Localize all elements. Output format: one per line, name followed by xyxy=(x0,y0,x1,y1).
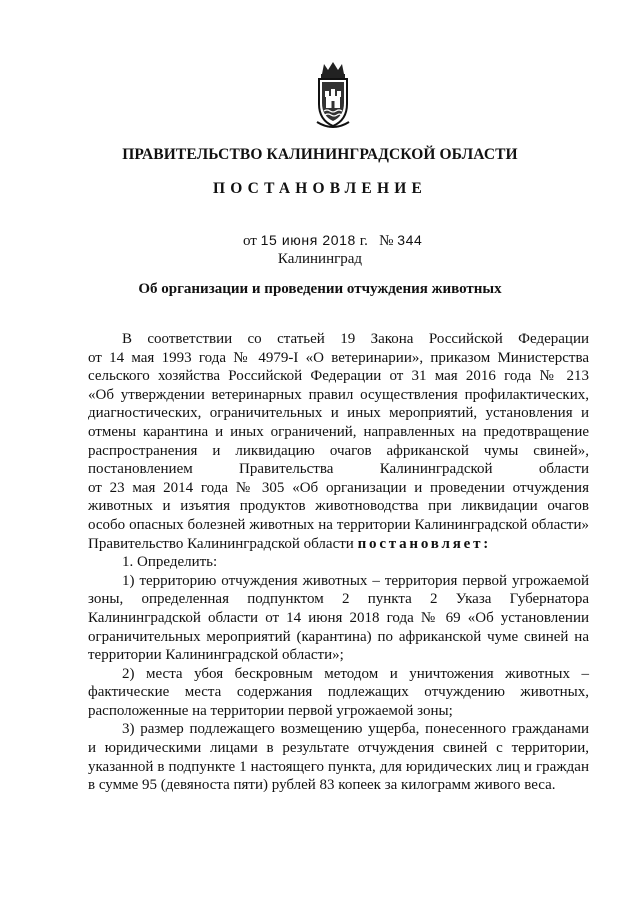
text-line: «Об утверждении ветеринарных правил осуществления профилактических, xyxy=(88,386,589,403)
date-line xyxy=(243,232,422,250)
text-line: в сумме 95 (девяноста пяти) рублей 83 копеек за килограмм живого веса. xyxy=(88,777,556,794)
text-line: животных и изъятия продуктов животноводства при ликвидации очагов xyxy=(88,498,589,515)
document-type-heading: ПОСТАНОВЛЕНИЕ xyxy=(212,180,428,197)
text-line xyxy=(88,535,589,554)
text-line: расположенные на территории первой угрожаемой зоны; xyxy=(88,702,453,719)
text-line: фактические места содержания подлежащих отчуждению животных, xyxy=(88,684,589,701)
text-line: распространения и ликвидацию очагов африканской чумы свиней», xyxy=(88,442,589,459)
text-line: территории Калининградской области»; xyxy=(88,647,344,664)
text-line: и юридическими лицами в результате отчуждения свиней с территории, xyxy=(88,740,589,757)
text-line: Калининградской области от 14 июня 2018 года № 69 «Об установлении xyxy=(88,609,589,626)
text-line: постановлением Правительства Калининградской области xyxy=(88,461,589,478)
text-line: 2) места убоя бескровным методом и уничтожения животных – xyxy=(122,665,589,682)
text-line: 1) территорию отчуждения животных – территория первой угрожаемой xyxy=(122,572,589,589)
text-line: от 23 мая 2014 года № 305 «Об организации и проведении отчуждения xyxy=(88,479,589,496)
text-line: от 14 мая 1993 года № 4979-I «О ветеринарии», приказом Министерства xyxy=(88,349,589,366)
date-prefix: от xyxy=(243,233,257,249)
text-line: особо опасных болезней животных на территории Калининградской области» xyxy=(88,516,589,533)
text-line: В соответствии со статьей 19 Закона Российской Федерации xyxy=(122,331,589,347)
city-name: Калининград xyxy=(277,251,363,267)
text-line: указанной в подпункте 1 настоящего пункта, для юридических лиц и граждан xyxy=(88,758,589,775)
resolves-word: постановляет: xyxy=(357,535,492,552)
coat-of-arms-icon xyxy=(314,60,352,130)
number-label: № xyxy=(379,233,394,249)
preamble-paragraph xyxy=(88,330,589,795)
text-line: ограничительных мероприятий (карантина) по африканской чуме свиней на xyxy=(88,628,589,645)
item1-heading: 1. Определить: xyxy=(122,554,218,571)
preamble-end: Правительство Калининградской области xyxy=(88,535,354,552)
organization-heading: ПРАВИТЕЛЬСТВО КАЛИНИНГРАДСКОЙ ОБЛАСТИ xyxy=(122,146,518,163)
document-date: 15 июня 2018 xyxy=(260,232,356,248)
document-title: Об организации и проведении отчуждения животных xyxy=(138,281,502,297)
document-number: 344 xyxy=(397,232,423,248)
text-line: зоны, определенная подпунктом 2 пункта 2 Указа Губернатора xyxy=(88,591,589,608)
text-line: 3) размер подлежащего возмещению ущерба, понесенного гражданами xyxy=(122,721,589,738)
text-line: отмены карантина и иных ограничений, направленных на предотвращение xyxy=(88,423,589,440)
date-suffix: г. xyxy=(359,233,368,249)
text-line: диагностических, ограничительных и иных мероприятий, установления и xyxy=(88,405,589,422)
text-line: сельского хозяйства Российской Федерации от 31 мая 2016 года № 213 xyxy=(88,368,589,385)
